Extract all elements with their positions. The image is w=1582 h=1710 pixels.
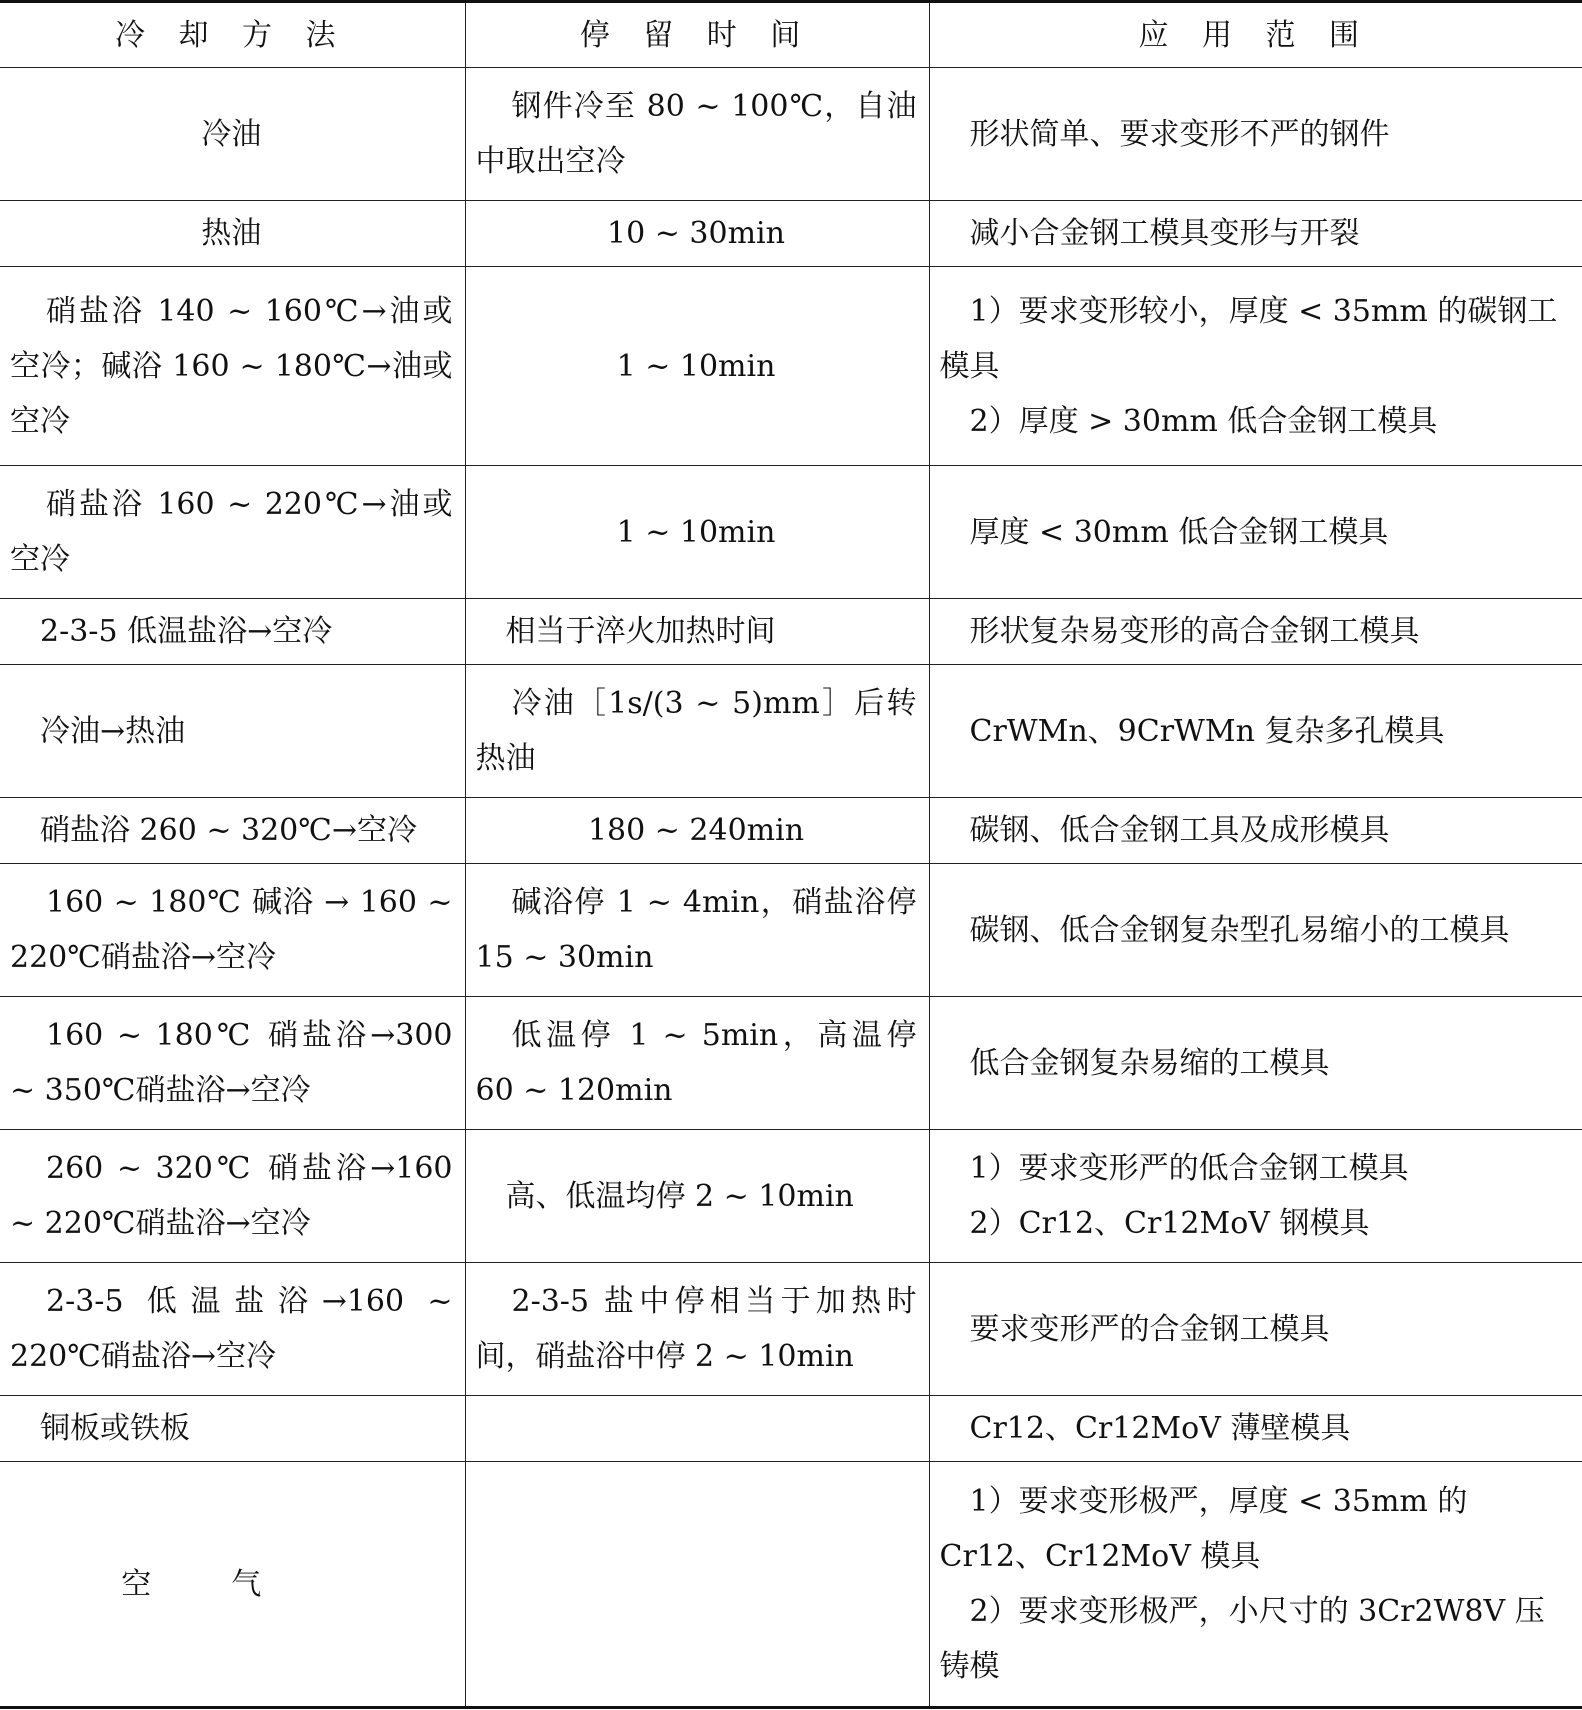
cell-time: 2-3-5 盐中停相当于加热时间，硝盐浴中停 2 ~ 10min <box>465 1263 929 1396</box>
scope-line: 1）要求变形极严，厚度 < 35mm 的 Cr12、Cr12MoV 模具 <box>939 1484 1468 1574</box>
cell-scope <box>929 1130 1582 1263</box>
cell-time: 低温停 1 ~ 5min，高温停 60 ~ 120min <box>465 997 929 1130</box>
table-row <box>0 1263 1582 1396</box>
cell-time: 180 ~ 240min <box>465 798 929 864</box>
cell-method: 160 ~ 180℃ 硝盐浴→300 ~ 350℃硝盐浴→空冷 <box>0 997 465 1130</box>
table-row <box>0 1462 1582 1708</box>
scope-line: 形状简单、要求变形不严的钢件 <box>969 116 1390 152</box>
scope-line: 2）厚度 > 30mm 低合金钢工模具 <box>969 403 1438 439</box>
cell-time: 高、低温均停 2 ~ 10min <box>465 1130 929 1263</box>
cell-scope <box>929 1462 1582 1708</box>
table-row <box>0 864 1582 997</box>
table-row <box>0 1130 1582 1263</box>
scope-line: CrWMn、9CrWMn 复杂多孔模具 <box>969 713 1445 749</box>
cell-time <box>465 1396 929 1462</box>
scope-line: 2）要求变形极严，小尺寸的 3Cr2W8V 压铸模 <box>939 1594 1545 1684</box>
cell-scope <box>929 68 1582 201</box>
cell-time: 碱浴停 1 ~ 4min，硝盐浴停 15 ~ 30min <box>465 864 929 997</box>
cell-time: 相当于淬火加热时间 <box>465 599 929 665</box>
cell-method: 2-3-5 低温盐浴→空冷 <box>0 599 465 665</box>
table-row <box>0 665 1582 798</box>
cell-method: 冷油 <box>0 68 465 201</box>
cell-scope <box>929 466 1582 599</box>
cell-method: 260 ~ 320℃ 硝盐浴→160 ~ 220℃硝盐浴→空冷 <box>0 1130 465 1263</box>
cell-method: 冷油→热油 <box>0 665 465 798</box>
cell-time: 冷油［1s/(3 ~ 5)mm］后转热油 <box>465 665 929 798</box>
cell-scope <box>929 1396 1582 1462</box>
cell-method: 2-3-5 低温盐浴→160 ~ 220℃硝盐浴→空冷 <box>0 1263 465 1396</box>
header-application-scope: 应 用 范 围 <box>929 2 1582 68</box>
scope-line: 低合金钢复杂易缩的工模具 <box>969 1045 1330 1081</box>
header-dwell-time: 停 留 时 间 <box>465 2 929 68</box>
cell-method: 热油 <box>0 201 465 267</box>
cell-scope <box>929 201 1582 267</box>
cell-time <box>465 1462 929 1708</box>
cell-time: 钢件冷至 80 ~ 100℃，自油中取出空冷 <box>465 68 929 201</box>
table-row <box>0 201 1582 267</box>
cell-time: 1 ~ 10min <box>465 267 929 466</box>
table-row <box>0 267 1582 466</box>
cell-method: 硝盐浴 260 ~ 320℃→空冷 <box>0 798 465 864</box>
cell-scope <box>929 997 1582 1130</box>
cell-time: 10 ~ 30min <box>465 201 929 267</box>
cell-scope <box>929 267 1582 466</box>
scope-line: 2）Cr12、Cr12MoV 钢模具 <box>969 1206 1370 1241</box>
table-row <box>0 1396 1582 1462</box>
cell-method <box>0 1462 465 1708</box>
cell-method: 硝盐浴 140 ~ 160℃→油或空冷；碱浴 160 ~ 180℃→油或空冷 <box>0 267 465 466</box>
cell-method: 160 ~ 180℃ 碱浴 → 160 ~ 220℃硝盐浴→空冷 <box>0 864 465 997</box>
table-row <box>0 466 1582 599</box>
header-cooling-method: 冷 却 方 法 <box>0 2 465 68</box>
table-row <box>0 798 1582 864</box>
cell-time: 1 ~ 10min <box>465 466 929 599</box>
table-row <box>0 599 1582 665</box>
cell-method: 硝盐浴 160 ~ 220℃→油或空冷 <box>0 466 465 599</box>
table-row <box>0 997 1582 1130</box>
scope-line: 碳钢、低合金钢复杂型孔易缩小的工模具 <box>969 912 1510 948</box>
cell-method: 铜板或铁板 <box>0 1396 465 1462</box>
cell-scope <box>929 864 1582 997</box>
air-label: 空气 <box>121 1566 342 1602</box>
scope-line: 碳钢、低合金钢工具及成形模具 <box>969 813 1390 848</box>
cell-scope <box>929 599 1582 665</box>
scope-line: 形状复杂易变形的高合金钢工模具 <box>969 614 1420 649</box>
cell-scope <box>929 1263 1582 1396</box>
scope-line: Cr12、Cr12MoV 薄壁模具 <box>969 1411 1351 1446</box>
scope-line: 1）要求变形严的低合金钢工模具 <box>969 1151 1409 1186</box>
cell-scope <box>929 798 1582 864</box>
table-header-row <box>0 2 1582 68</box>
cell-scope <box>929 665 1582 798</box>
scope-line: 1）要求变形较小，厚度 < 35mm 的碳钢工模具 <box>939 293 1558 384</box>
scope-line: 减小合金钢工模具变形与开裂 <box>969 216 1360 251</box>
scope-line: 厚度 < 30mm 低合金钢工模具 <box>969 514 1389 550</box>
table-row <box>0 68 1582 201</box>
scope-line: 要求变形严的合金钢工模具 <box>969 1311 1330 1347</box>
